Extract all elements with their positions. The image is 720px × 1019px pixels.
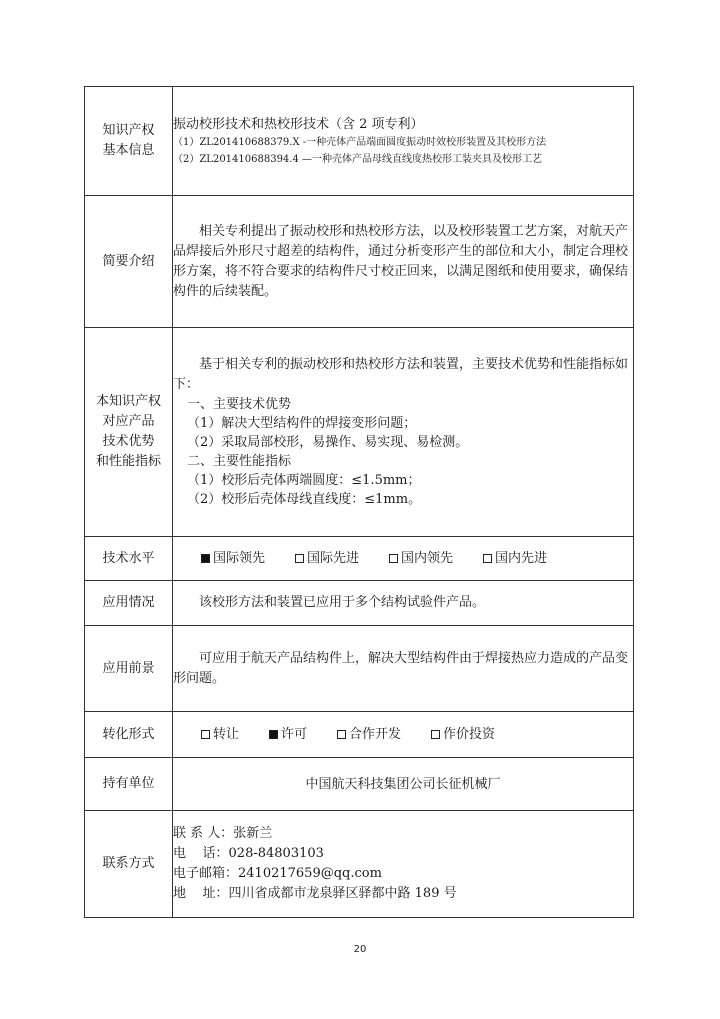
option-label: 国际领先 (213, 551, 266, 566)
advantages-intro: 基于相关专利的振动校形和热校形方法和装置，主要技术优势和性能指标如下： (173, 357, 629, 392)
checkbox[interactable] (201, 730, 210, 739)
label-line: 知识产权 (102, 123, 155, 138)
option-label: 国内先进 (495, 551, 548, 566)
checkbox[interactable] (201, 554, 210, 563)
option-label: 转让 (213, 727, 240, 742)
option-label: 合作开发 (349, 727, 402, 742)
advantage-line: 一、主要技术优势 (187, 397, 292, 412)
value-prospect (173, 626, 634, 712)
row-prospect (85, 626, 634, 712)
patent-2: （2）ZL201410688394.4 —一种壳体产品母线直线度热校形工装夹具及校形工艺 (173, 153, 543, 165)
label-intro: 简要介绍 (85, 196, 173, 328)
row-intro (85, 196, 634, 328)
row-transfer (85, 712, 634, 758)
row-holder (85, 758, 634, 811)
advantage-line: （2）校形后壳体母线直线度：≤1mm。 (187, 492, 422, 507)
contact-address: 地 址：四川省成都市龙泉驿区驿都中路 189 号 (173, 886, 457, 901)
contact-email: 电子邮箱：2410217659@qq.com (173, 866, 382, 881)
option-label: 国内领先 (401, 551, 454, 566)
label-line: 技术优势 (102, 434, 155, 449)
prospect-text: 可应用于航天产品结构件上，解决大型结构件由于焊接热应力造成的产品变形问题。 (173, 650, 629, 686)
value-transfer (173, 712, 634, 758)
advantage-line: 二、主要性能指标 (187, 454, 292, 469)
label-advantages (85, 328, 173, 537)
checkbox[interactable] (389, 554, 398, 563)
contact-person: 联 系 人：张新兰 (173, 826, 273, 841)
label-line: 本知识产权 (95, 394, 161, 409)
value-application (173, 581, 634, 626)
label-contact: 联系方式 (85, 811, 173, 918)
row-advantages (85, 328, 634, 537)
checkbox[interactable] (337, 730, 346, 739)
label-line: 对应产品 (102, 414, 155, 429)
checkbox[interactable] (295, 554, 304, 563)
option-domestic-advanced[interactable] (483, 549, 547, 568)
option-intl-leading[interactable] (201, 549, 265, 568)
label-line: 和性能指标 (95, 454, 161, 469)
label-prospect: 应用前景 (85, 626, 173, 712)
option-license[interactable] (269, 725, 307, 744)
checkbox[interactable] (431, 730, 440, 739)
page-number: 20 (353, 944, 367, 955)
value-holder (173, 758, 634, 811)
intro-text: 相关专利提出了振动校形和热校形方法，以及校形装置工艺方案，对航天产品焊接后外形尺寸超差的结构件，通过分析变形产生的部位和大小，制定合理校形方案，将不符合要求的结构件尺寸校正回来，以满足图纸和使用要求，确保结构件的后续装配。 (173, 223, 629, 299)
advantage-line: （1）校形后壳体两端圆度：≤1.5mm； (187, 473, 421, 488)
option-transfer[interactable] (201, 725, 239, 744)
contact-phone: 电 话：028-84803103 (173, 846, 324, 861)
application-text: 该校形方法和装置已应用于多个结构试验件产品。 (199, 595, 486, 610)
row-contact (85, 811, 634, 918)
label-basic-info (85, 87, 173, 196)
advantage-line: （2）采取局部校形，易操作、易实现、易检测。 (187, 435, 469, 450)
row-tech-level (85, 537, 634, 581)
value-intro (173, 196, 634, 328)
advantage-line: （1）解决大型结构件的焊接变形问题； (187, 416, 417, 431)
label-holder: 持有单位 (85, 758, 173, 811)
patent-1: （1）ZL201410688379.X -一种壳体产品端面圆度振动时效校形装置及其校形方法 (173, 136, 547, 148)
ip-title: 振动校形技术和热校形技术（含 2 项专利） (173, 116, 424, 132)
label-transfer: 转化形式 (85, 712, 173, 758)
option-label: 许可 (281, 727, 308, 742)
label-application: 应用情况 (85, 581, 173, 626)
checkbox[interactable] (483, 554, 492, 563)
option-intl-advanced[interactable] (295, 549, 359, 568)
option-domestic-leading[interactable] (389, 549, 453, 568)
option-label: 作价投资 (443, 727, 496, 742)
row-application (85, 581, 634, 626)
checkbox[interactable] (269, 730, 278, 739)
holder-text: 中国航天科技集团公司长征机械厂 (305, 776, 501, 792)
value-advantages (173, 328, 634, 537)
option-equity-investment[interactable] (431, 725, 495, 744)
row-basic-info (85, 87, 634, 196)
value-tech-level (173, 537, 634, 581)
option-joint-development[interactable] (337, 725, 401, 744)
label-tech-level: 技术水平 (85, 537, 173, 581)
value-contact (173, 811, 634, 918)
label-line: 基本信息 (102, 143, 155, 158)
ip-info-table (84, 86, 634, 918)
option-label: 国际先进 (307, 551, 360, 566)
value-basic-info (173, 87, 634, 196)
